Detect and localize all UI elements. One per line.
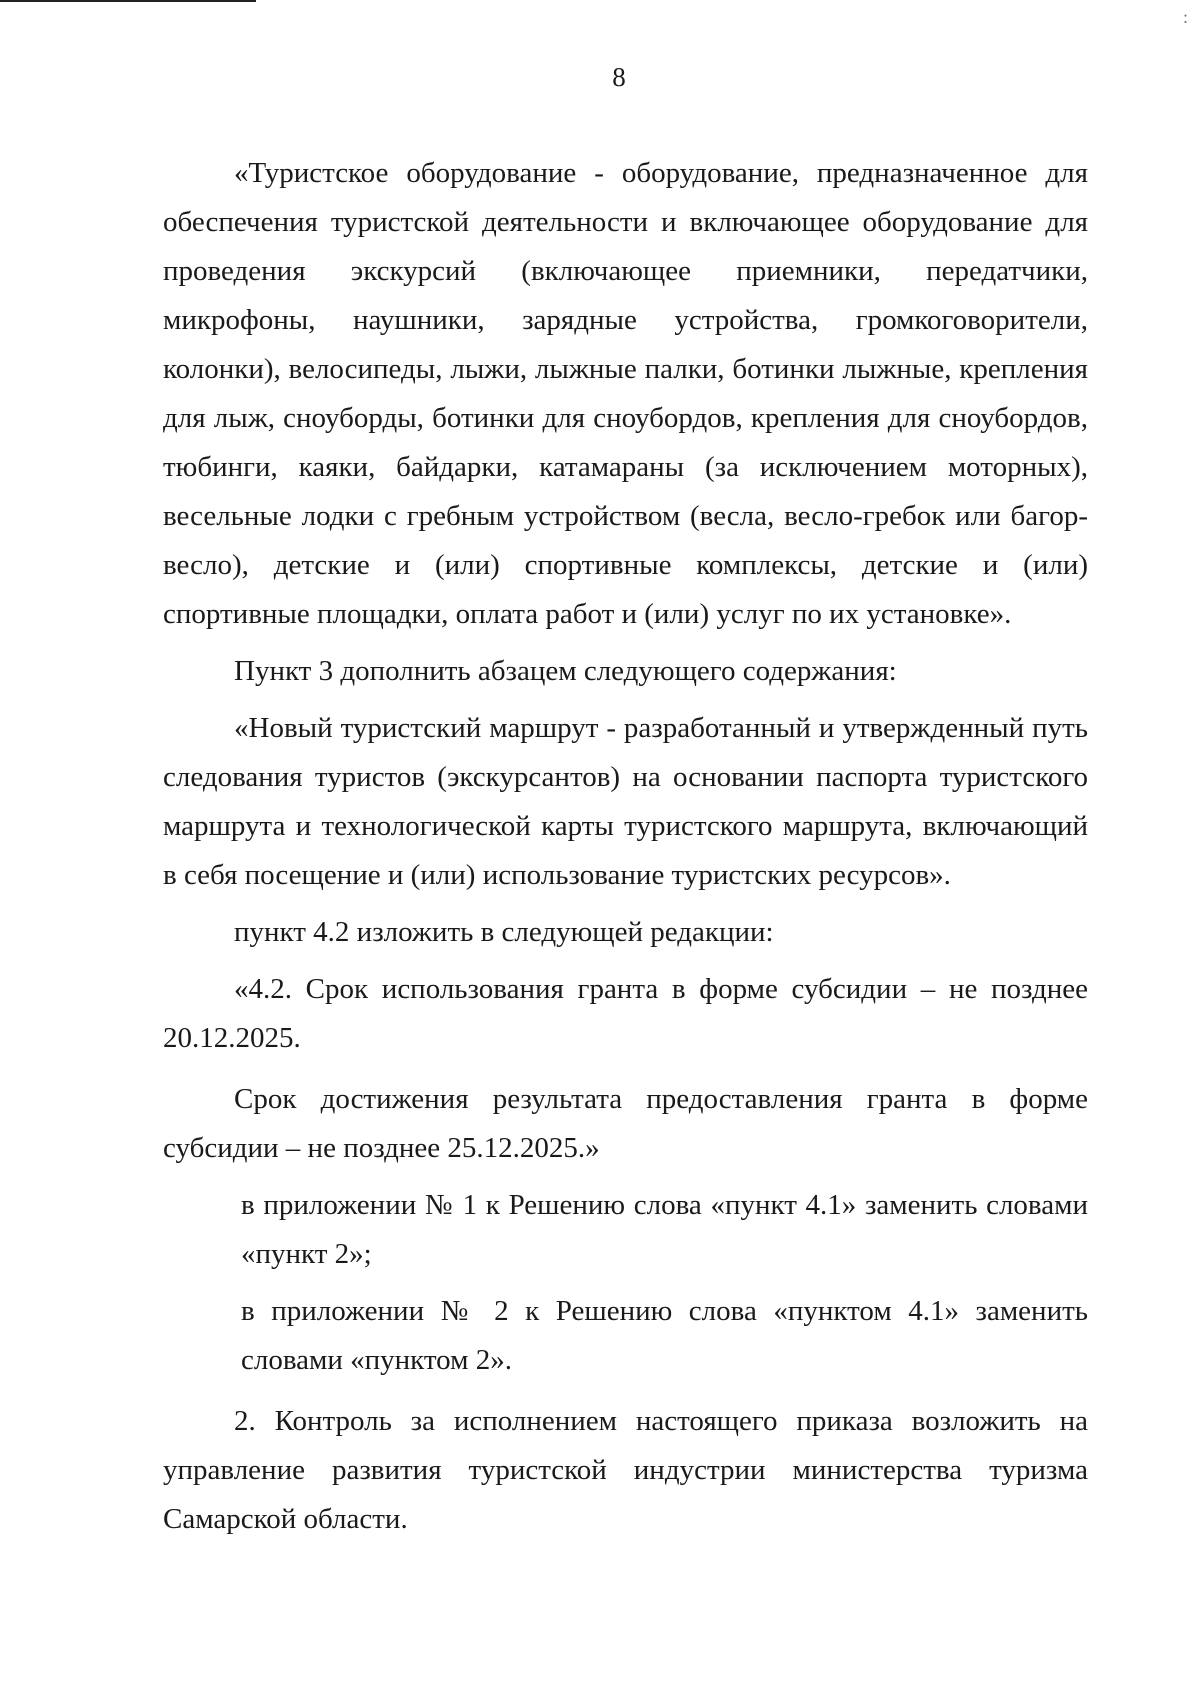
paragraph-clause-4-2-term: «4.2. Срок использования гранта в форме субсидии – не позднее 20.12.2025. [163,973,1088,1054]
document-body [163,149,1088,1544]
paragraph-clause-4-2-intro: пункт 4.2 изложить в следующей редакции: [234,916,774,948]
paragraph-annex-2: в приложении № 2 к Решению слова «пунктом 4.1» заменить словами «пунктом 2». [241,1295,1088,1376]
paragraph-annex-1: в приложении № 1 к Решению слова «пункт 4.1» заменить словами «пункт 2»; [241,1189,1088,1270]
paragraph-clause-3-intro: Пункт 3 дополнить абзацем следующего содержания: [234,655,897,687]
paragraph-control: 2. Контроль за исполнением настоящего приказа возложить на управление развития туристской индустрии министерства туризма Самарской области. [163,1405,1088,1535]
paragraph-new-route-definition: «Новый туристский маршрут - разработанный и утвержденный путь следования туристов (экскурсантов) на основании паспорта туристского маршрута и технологической карты туристского маршрута, включающий в себя посещение и (или) использование туристских ресурсов». [163,712,1088,891]
top-rule [0,0,256,2]
paragraph-result-term: Срок достижения результата предоставления гранта в форме субсидии – не позднее 25.12.2025.» [163,1083,1088,1164]
edge-mark: : [1183,7,1189,27]
page-number: 8 [612,62,626,92]
paragraph-tourist-equipment: «Туристское оборудование - оборудование, предназначенное для обеспечения туристской деятельности и включающее оборудование для проведения экскурсий (включающее приемники, передатчики, микрофоны, наушники, зарядные устройства, громкоговорители, колонки), велосипеды, лыжи, лыжные палки, ботинки лыжные, крепления для лыж, сноуборды, ботинки для сноубордов, крепления для сноубордов, тюбинги, каяки, байдарки, катамараны (за исключением моторных), весельные лодки с гребным устройством (весла, весло-гребок или багор-весло), детские и (или) спортивные комплексы, детские и (или) спортивные площадки, оплата работ и (или) услуг по их установке». [163,157,1088,630]
